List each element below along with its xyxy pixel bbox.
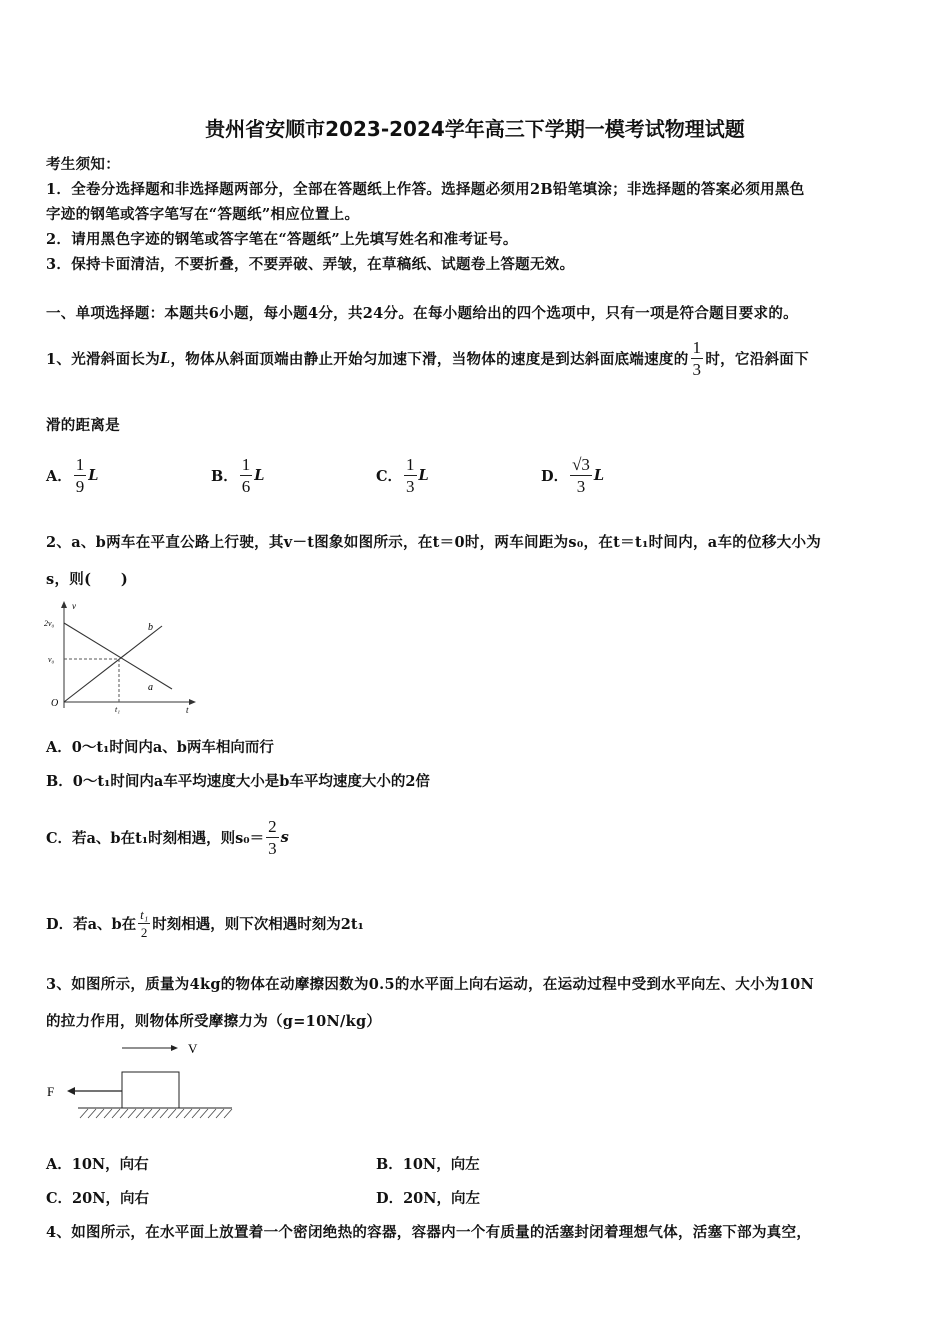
velocity-arrowhead bbox=[171, 1045, 178, 1051]
option-fraction bbox=[266, 818, 279, 857]
velocity-label: V bbox=[188, 1041, 198, 1056]
frac-den: 3 bbox=[406, 476, 415, 496]
frac-den: 2 bbox=[140, 924, 148, 940]
q3-option-d[interactable]: D．20N，向左 bbox=[376, 1190, 481, 1207]
frac-den: 9 bbox=[75, 476, 85, 496]
q1-option-a[interactable] bbox=[46, 450, 98, 500]
frac-num: 2 bbox=[268, 816, 277, 836]
question-2-stem: 2、a、b两车在平直公路上行驶，其v－t图象如图所示，在t＝0时，两车间距为s₀，在t＝t₁时间内，a车的位移大小为 bbox=[46, 534, 822, 551]
q1-option-b[interactable] bbox=[211, 450, 264, 500]
question-3-stem: 3、如图所示，质量为4kg的物体在动摩擦因数为0.5的水平面上向右运动，在运动过程中受到水平向左、大小为10N bbox=[46, 976, 815, 993]
q1-text-c: 时，它沿斜面下 bbox=[705, 350, 809, 368]
option-fraction bbox=[570, 456, 592, 495]
notice-line-3: 3．保持卡面清洁，不要折叠，不要弄破、弄皱，在草稿纸、试题卷上答题无效。 bbox=[46, 256, 575, 273]
section-heading: 一、单项选择题：本题共6小题，每小题4分，共24分。在每小题给出的四个选项中，只有一项是符合题目要求的。 bbox=[46, 305, 798, 322]
graph-label-a: a bbox=[148, 682, 153, 693]
q1-text-b: ，物体从斜面顶端由静止开始匀加速下滑，当物体的速度是到达斜面底端速度的 bbox=[170, 350, 689, 368]
option-fraction bbox=[74, 456, 87, 495]
option-var: L bbox=[418, 466, 429, 484]
frac-num: t₁ bbox=[140, 906, 149, 922]
option-label: A． bbox=[46, 467, 72, 485]
option-var: L bbox=[88, 466, 99, 484]
option-var: L bbox=[593, 466, 605, 484]
option-text: D．若a、b在 bbox=[46, 915, 137, 933]
option-label: D． bbox=[541, 467, 569, 485]
q2-option-c[interactable] bbox=[46, 802, 289, 872]
q3-option-b[interactable]: B．10N，向左 bbox=[376, 1156, 480, 1173]
block bbox=[122, 1072, 179, 1108]
frac-num: 1 bbox=[406, 454, 415, 474]
option-fraction bbox=[404, 456, 417, 495]
q1-fraction bbox=[691, 339, 704, 378]
option-label: B． bbox=[211, 467, 238, 485]
q3-option-c[interactable]: C．20N，向右 bbox=[46, 1190, 149, 1207]
option-text: 时刻相遇，则下次相遇时刻为2t₁ bbox=[152, 915, 364, 933]
frac-den: 3 bbox=[268, 838, 277, 858]
graph-label-origin: O bbox=[51, 698, 59, 709]
force-diagram bbox=[40, 1040, 240, 1125]
v-axis-arrow bbox=[61, 601, 67, 608]
notice-line-1b: 字迹的钢笔或答字笔写在“答题纸”相应位置上。 bbox=[46, 206, 360, 223]
vt-graph bbox=[40, 598, 200, 716]
option-text: C．若a、b在t₁时刻相遇，则s₀＝ bbox=[46, 829, 265, 847]
option-var: s bbox=[280, 828, 289, 846]
q2-option-a[interactable]: A．0～t₁时间内a、b两车相向而行 bbox=[46, 739, 274, 756]
q3-option-a[interactable]: A．10N，向右 bbox=[46, 1156, 149, 1173]
graph-label-t1: t₁ bbox=[115, 705, 121, 714]
ground-hatching bbox=[80, 1109, 232, 1118]
q1-var-L: L bbox=[160, 349, 171, 367]
option-var: L bbox=[254, 466, 265, 484]
frac-num: √3 bbox=[572, 454, 590, 474]
page-title: 贵州省安顺市2023-2024学年高三下学期一模考试物理试题 bbox=[205, 117, 745, 141]
q1-option-d[interactable] bbox=[541, 450, 604, 500]
q1-frac-num: 1 bbox=[692, 337, 702, 357]
q1-frac-den: 3 bbox=[692, 359, 702, 379]
q2-option-b[interactable]: B．0～t₁时间内a车平均速度大小是b车平均速度大小的2倍 bbox=[46, 773, 431, 790]
t-axis-arrow bbox=[189, 699, 196, 705]
question-2-stem-2: s，则( ) bbox=[46, 571, 128, 588]
frac-den: 6 bbox=[241, 476, 251, 496]
question-3-stem-2: 的拉力作用，则物体所受摩擦力为（g=10N/kg） bbox=[46, 1013, 382, 1030]
graph-label-b: b bbox=[148, 622, 153, 633]
notice-heading: 考生须知： bbox=[46, 156, 120, 173]
graph-label-v: v bbox=[72, 601, 76, 611]
graph-label-v0: v₀ bbox=[48, 655, 55, 664]
notice-line-2: 2．请用黑色字迹的钢笔或答字笔在“答题纸”上先填写姓名和准考证号。 bbox=[46, 231, 518, 248]
question-1-stem bbox=[46, 328, 809, 388]
graph-label-2v0: 2v₀ bbox=[44, 619, 55, 628]
notice-line-1: 1．全卷分选择题和非选择题两部分，全部在答题纸上作答。选择题必须用2B铅笔填涂；非选择题的答案必须用黑色 bbox=[46, 181, 805, 198]
force-label: F bbox=[47, 1084, 55, 1099]
line-a bbox=[64, 623, 172, 689]
force-arrowhead bbox=[67, 1087, 75, 1095]
option-label: C． bbox=[376, 467, 403, 485]
option-fraction bbox=[138, 908, 150, 939]
q1-text-d: 滑的距离是 bbox=[46, 417, 120, 434]
question-4-stem: 4、如图所示，在水平面上放置着一个密闭绝热的容器，容器内一个有质量的活塞封闭着理想气体，活塞下部为真空， bbox=[46, 1224, 812, 1241]
q2-option-d[interactable] bbox=[46, 888, 364, 958]
graph-label-t: t bbox=[186, 705, 189, 715]
option-fraction bbox=[240, 456, 253, 495]
q1-option-c[interactable] bbox=[376, 450, 429, 500]
q1-text-a: 1、光滑斜面长为 bbox=[46, 350, 160, 368]
frac-den: 3 bbox=[576, 476, 586, 496]
frac-num: 1 bbox=[241, 454, 251, 474]
frac-num: 1 bbox=[75, 454, 85, 474]
